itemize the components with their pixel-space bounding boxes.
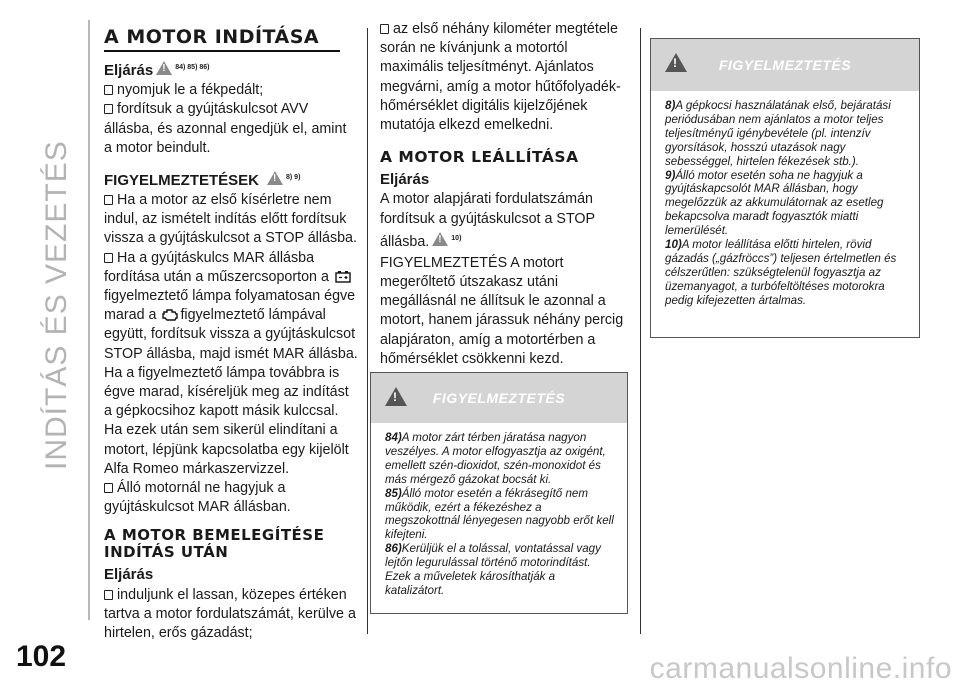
warning-item: [385, 487, 615, 543]
warning-text: A gépkocsi használatának első, bejáratási periódusában nem ajánlatos a motor teljes teljesítményű igénybevétele (pl. intenzív gyorsítások, hosszú utazások nagy sebességgel, hirtelen fékezések stb.).: [665, 99, 891, 168]
note-item: [104, 479, 358, 517]
step-text: fordítsuk a gyújtáskulcsot AVV állásba, és azonnal engedjük el, amint a motor beindult.: [104, 101, 347, 156]
step-item: [104, 100, 358, 158]
warning-item: [665, 99, 907, 169]
column-divider: [367, 28, 368, 634]
warning-number: 85): [385, 486, 402, 500]
note-item: [104, 249, 358, 479]
step-text: induljunk el lassan, közepes értéken tartva a motor fordulatszámát, kerülve a hirtelen, erős gázadást;: [104, 586, 356, 642]
note-text: figyelmeztető lámpa folyamatosan égve marad a: [104, 287, 356, 324]
sidebar-divider: [88, 20, 90, 620]
warning-item: [665, 238, 907, 308]
engine-warning-lamp-icon: [162, 308, 178, 321]
bullet-icon: [104, 104, 113, 114]
battery-warning-lamp-icon: [335, 270, 351, 283]
heading-engine-start: A MOTOR INDÍTÁSA: [104, 26, 340, 52]
warning-triangle-icon: [665, 53, 687, 72]
procedure-label: Eljárás: [380, 171, 430, 189]
stop-text: [380, 190, 630, 251]
column-1: [104, 26, 358, 643]
watermark: carmanualsonline.info: [649, 652, 952, 685]
warning-icon: [267, 171, 283, 185]
warning-item: [385, 542, 615, 598]
procedure-label: Eljárás: [104, 61, 154, 79]
note-item: [104, 191, 358, 249]
step-text: az első néhány kilométer megtétele során ne kívánjunk a motortól maximális teljesítményt. Ajánlatos megvárni, amíg a motor hűtőfolyadék-hőmérséklet digitális kijelzőjének mutatója elkezd emelkedni.: [380, 21, 621, 134]
warning-body: [371, 423, 627, 606]
bullet-icon: [104, 590, 113, 600]
warning-text: A motor zárt térben járatása nagyon veszélyes. A motor elfogyasztja az oxigént, emellett szén-dioxidot, szén-monoxidot és más mérgező gázokat bocsát ki.: [385, 431, 606, 486]
warning-item: [665, 169, 907, 239]
note-text: Ha a motor az első kísérletre nem indul, az ismételt indítás előtt fordítsuk vissza a gyújtáskulcsot a STOP állásba.: [104, 191, 357, 247]
step-item: [104, 81, 358, 100]
bullet-icon: [380, 24, 389, 34]
warning-number: 8): [665, 99, 676, 112]
warning-icon: [156, 61, 172, 75]
warning-title: FIGYELMEZTETÉS: [432, 390, 566, 406]
notes-refs: 8) 9): [286, 173, 301, 181]
bullet-icon: [104, 85, 113, 95]
warning-box: [650, 38, 920, 338]
warning-triangle-icon: [385, 387, 407, 406]
warning-header: [651, 39, 919, 91]
warning-item: [385, 431, 615, 487]
warning-body: [651, 91, 919, 316]
bullet-icon: [104, 483, 113, 493]
warning-text: A motor leállítása előtti hirtelen, rövid gázadás („gázfröccs”) teljesen értelmetlen és célszerűtlen: szükségtelenül fogyasztja az üzemanyagot, a turbófeltöltéses motorokra pedig kifejezetten ártalmas.: [665, 238, 897, 307]
warning-number: 86): [385, 542, 402, 556]
warning-text: Álló motor esetén a fékrásegítő nem működik, ezért a fékezéshez a megszokottnál lényegesen nagyobb erőt kell kifejteni.: [385, 486, 614, 542]
stop-instruction: A motor alapjárati fordulatszámán fordítsuk a gyújtáskulcsot a STOP állásba.: [380, 191, 595, 250]
notes-label: FIGYELMEZTETÉSEK: [104, 171, 260, 189]
heading-engine-stop: A MOTOR LEÁLLÍTÁSA: [380, 148, 579, 167]
step-item: [380, 20, 630, 135]
procedure-label: Eljárás: [104, 566, 154, 584]
warning-title: FIGYELMEZTETÉS: [718, 57, 852, 73]
column-divider: [640, 28, 641, 634]
warning-number: 9): [665, 168, 676, 182]
section-title: [40, 140, 73, 470]
page-number: 102: [16, 640, 67, 673]
warning-text: Kerüljük el a tolással, vontatással vagy lejtőn legurulással történő motorindítást. Ezek a műveletek károsíthatják a katalizátort.: [385, 542, 601, 597]
stop-ref: 10): [451, 234, 462, 242]
step-text: nyomjuk le a fékpedált;: [117, 82, 264, 99]
warning-refs: 84) 85) 86): [175, 64, 210, 72]
caution-text: FIGYELMEZTETÉS A motort megerőltető útszakasz utáni megállásnál ne állítsuk le azonnal a motort, hanem járassuk néhány percig alapjáraton, amíg a motortérben a hőmérséklet csökkenni kezd.: [380, 254, 624, 367]
step-item: [104, 586, 358, 644]
column-2: [380, 20, 630, 369]
warning-icon: [432, 232, 448, 246]
note-text: Ha a gyújtáskulcs MAR állásba fordítása után a műszercsoporton a: [104, 249, 329, 285]
bullet-icon: [104, 253, 113, 263]
warning-text: Álló motor esetén soha ne hagyjuk a gyújtáskapcsolót MAR állásban, hogy megelőzzük az akkumulátornak az esetleg bekapcsolva maradt fogyasztók miatti lemerülését.: [665, 168, 884, 238]
warning-box: [370, 372, 628, 614]
warning-header: [371, 373, 627, 423]
section-title-text: INDÍTÁS ÉS VEZETÉS: [40, 140, 73, 470]
note-text: figyelmeztető lámpával együtt, fordítsuk vissza a gyújtáskulcsot STOP állásba, majd ismét MAR állásba. Ha a figyelmeztető lámpa továbbra is égve marad, kíséreljük meg az indítást a gépkocsihoz kapott másik kulccsal. Ha ezek után sem sikerül elindítani a motort, lépjünk kapcsolatba egy kijelölt Alfa Romeo márkaszervizzel.: [104, 307, 358, 477]
note-text: Álló motornál ne hagyjuk a gyújtáskulcsot MAR állásban.: [104, 480, 291, 516]
warning-number: 10): [665, 238, 682, 252]
bullet-icon: [104, 195, 113, 205]
warning-number: 84): [385, 431, 402, 444]
heading-warm-up: A MOTOR BEMELEGÍTÉSE INDÍTÁS UTÁN: [104, 526, 325, 562]
